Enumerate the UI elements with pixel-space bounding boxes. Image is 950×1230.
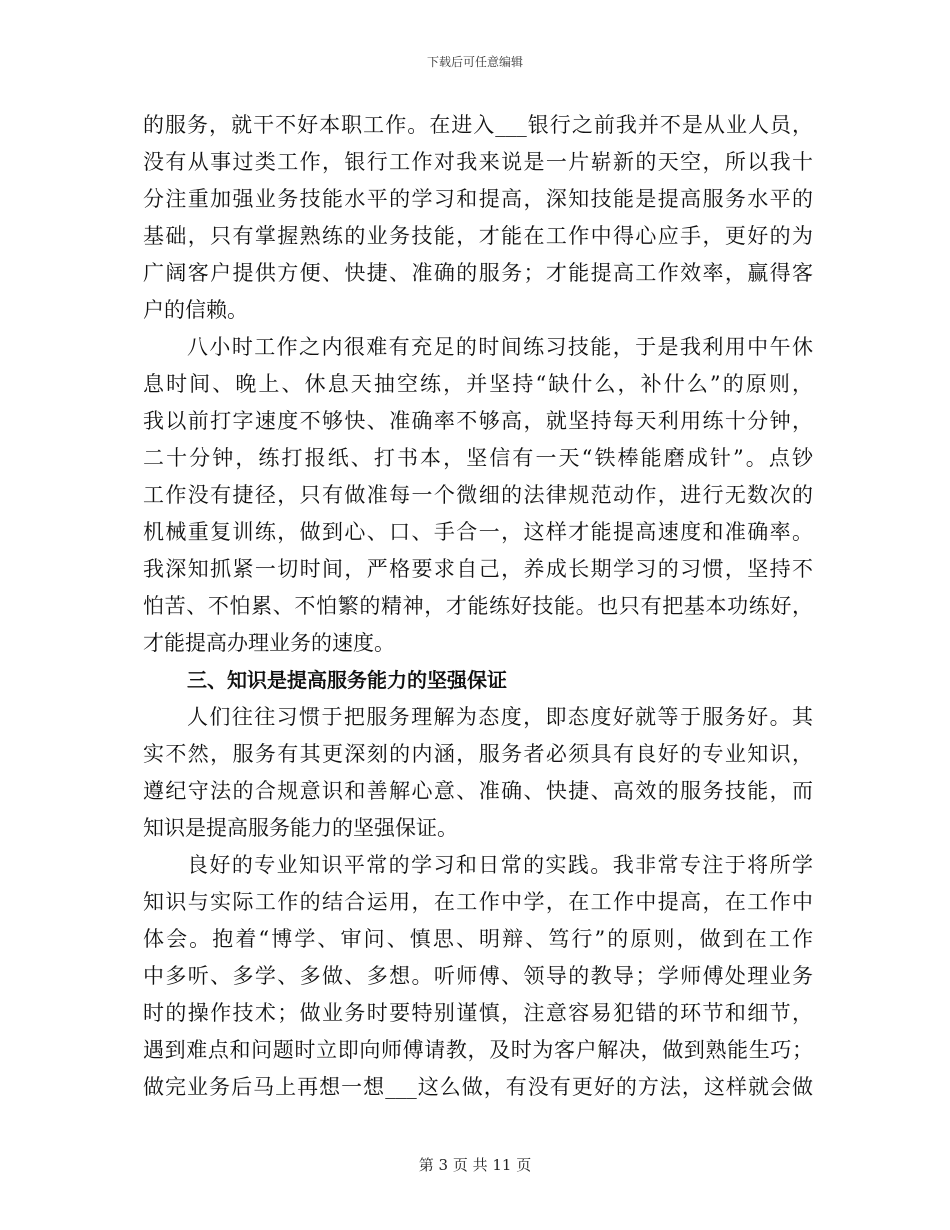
text-line: 八小时工作之内很难有充足的时间练习技能，于是我利用中午休 xyxy=(187,335,813,359)
text-line: 中多听、多学、多做、多想。听师傅、领导的教导；学师傅处理业务 xyxy=(143,964,813,988)
paragraph xyxy=(143,847,813,1106)
page-header xyxy=(0,55,950,69)
section-heading xyxy=(143,662,813,699)
text-line: 人们往往习惯于把服务理解为态度，即态度好就等于服务好。其 xyxy=(187,705,813,729)
text-line: 做完业务后马上再想一想___这么做，有没有更好的方法，这样就会做 xyxy=(143,1075,813,1099)
text-line: 体会。抱着“博学、审问、慎思、明辩、笃行”的原则，做到在工作 xyxy=(143,927,813,951)
text-line: 分注重加强业务技能水平的学习和提高，深知技能是提高服务水平的 xyxy=(143,187,813,211)
paragraph xyxy=(143,107,813,329)
header-note: 下载后可任意编辑 xyxy=(426,55,523,69)
text-line: 遵纪守法的合规意识和善解心意、准确、快捷、高效的服务技能，而 xyxy=(143,779,813,803)
text-line: 息时间、晚上、休息天抽空练，并坚持“缺什么，补什么”的原则， xyxy=(143,372,813,396)
heading-text: 三、知识是提高服务能力的坚强保证 xyxy=(187,668,507,692)
document-body xyxy=(143,107,813,1106)
text-line: 实不然，服务有其更深刻的内涵，服务者必须具有良好的专业知识， xyxy=(143,742,813,766)
paragraph xyxy=(143,329,813,662)
text-line: 时的操作技术；做业务时要特别谨慎，注意容易犯错的环节和细节， xyxy=(143,1001,813,1025)
text-line: 才能提高办理业务的速度。 xyxy=(143,631,395,655)
text-line: 基础，只有掌握熟练的业务技能，才能在工作中得心应手，更好的为 xyxy=(143,224,813,248)
text-line: 没有从事过类工作，银行工作对我来说是一片崭新的天空，所以我十 xyxy=(143,150,813,174)
text-line: 我以前打字速度不够快、准确率不够高，就坚持每天利用练十分钟， xyxy=(143,409,813,433)
text-line: 良好的专业知识平常的学习和日常的实践。我非常专注于将所学 xyxy=(187,853,813,877)
text-line: 的服务，就干不好本职工作。在进入___银行之前我并不是从业人员， xyxy=(143,113,813,137)
text-line: 机械重复训练，做到心、口、手合一，这样才能提高速度和准确率。 xyxy=(143,520,813,544)
page-number: 第 3 页 共 11 页 xyxy=(418,1156,532,1174)
text-line: 广阔客户提供方便、快捷、准确的服务；才能提高工作效率，赢得客 xyxy=(143,261,813,285)
text-line: 遇到难点和问题时立即向师傅请教，及时为客户解决，做到熟能生巧； xyxy=(143,1038,813,1062)
text-line: 怕苦、不怕累、不怕繁的精神，才能练好技能。也只有把基本功练好， xyxy=(143,594,813,618)
text-line: 工作没有捷径，只有做准每一个微细的法律规范动作，进行无数次的 xyxy=(143,483,813,507)
paragraph xyxy=(143,699,813,847)
page-footer xyxy=(0,1156,950,1174)
text-line: 知识是提高服务能力的坚强保证。 xyxy=(143,816,458,840)
text-line: 二十分钟，练打报纸、打书本，坚信有一天“铁棒能磨成针”。点钞 xyxy=(143,446,813,470)
text-line: 我深知抓紧一切时间，严格要求自己，养成长期学习的习惯，坚持不 xyxy=(143,557,813,581)
text-line: 知识与实际工作的结合运用，在工作中学，在工作中提高，在工作中 xyxy=(143,890,813,914)
text-line: 户的信赖。 xyxy=(143,298,248,322)
